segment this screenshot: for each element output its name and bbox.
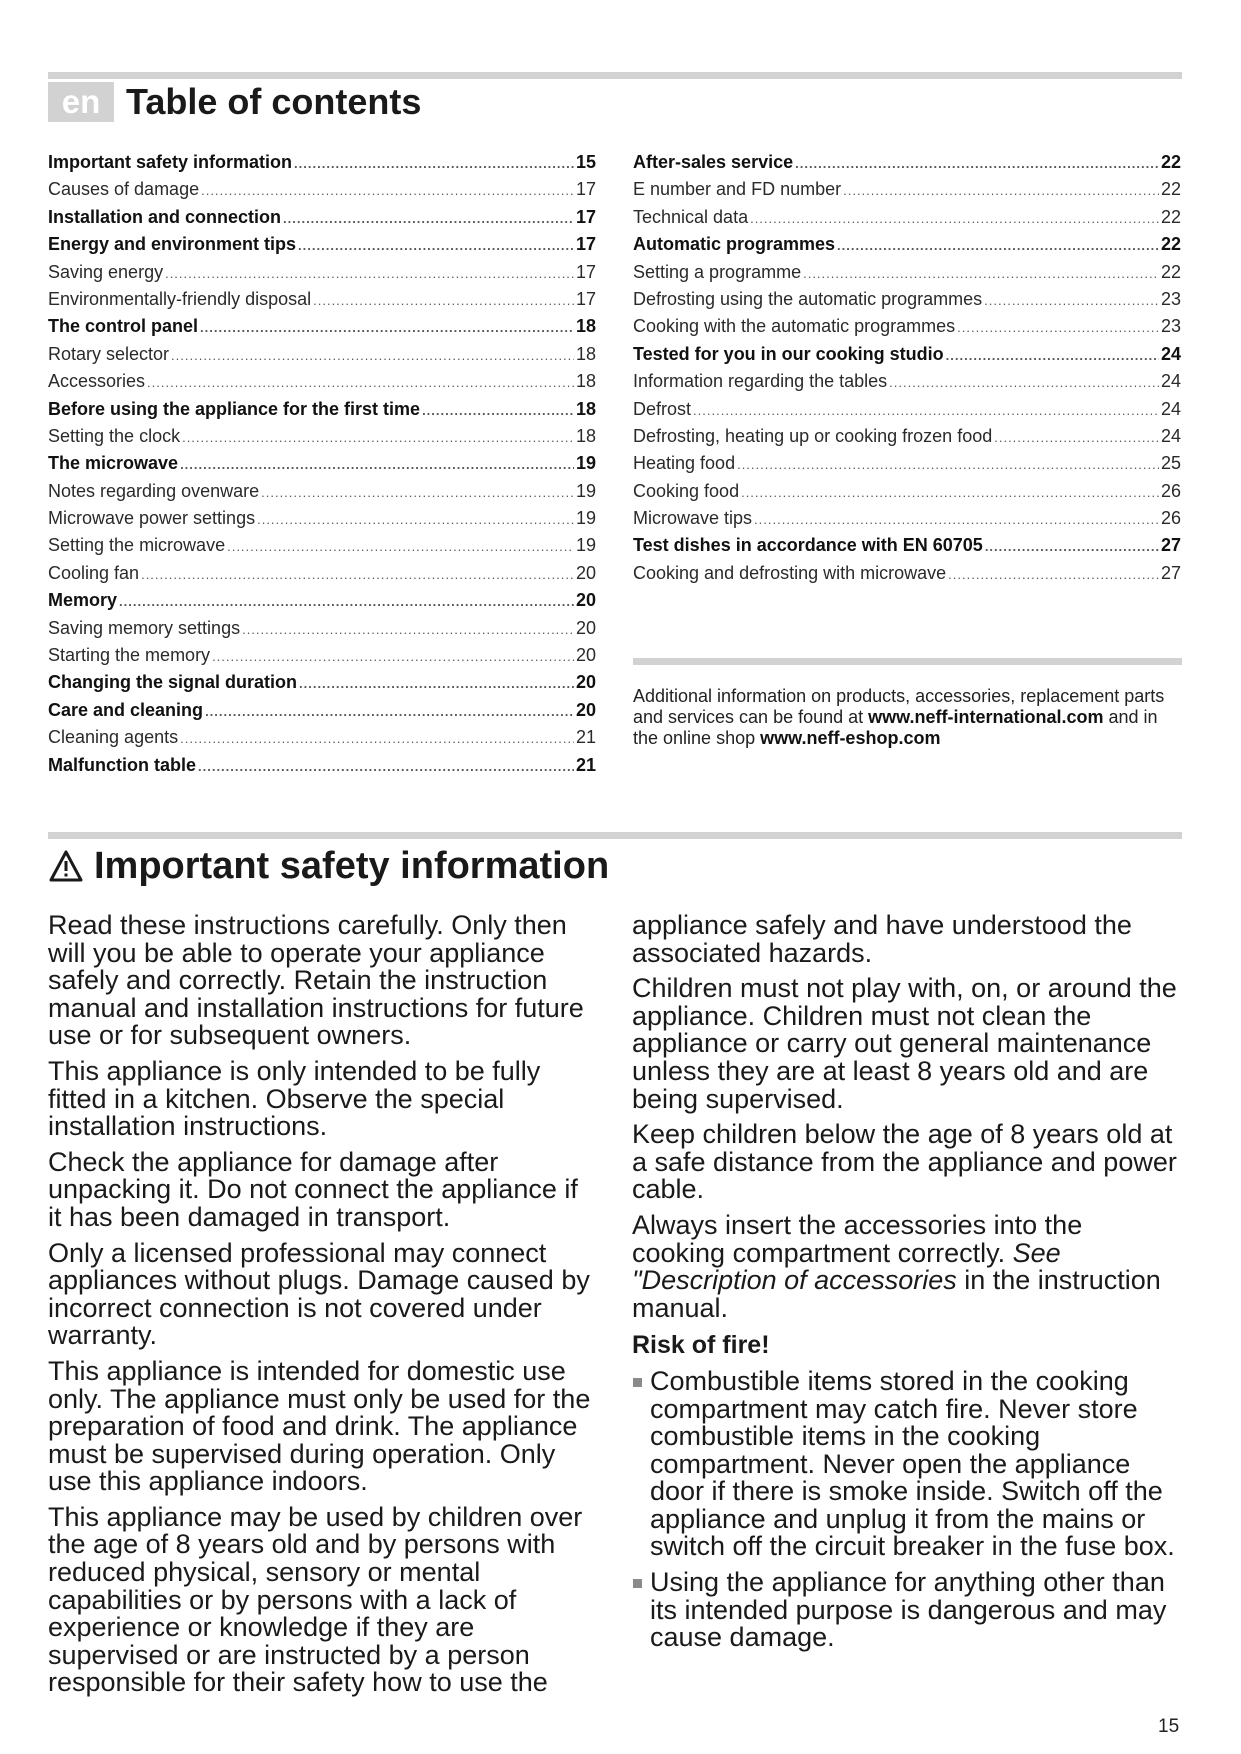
toc-entry[interactable]: Environmentally-friendly disposal ..... 17 xyxy=(48,289,596,316)
page-number: 15 xyxy=(1158,1716,1180,1737)
toc-entry[interactable]: Tested for you in our cooking studio ..... 24 xyxy=(633,344,1181,371)
toc-entry[interactable]: Cooking and defrosting with microwave ..... 27 xyxy=(633,563,1181,590)
toc-entry[interactable]: E number and FD number ..... 22 xyxy=(633,179,1181,206)
safety-title: Important safety information xyxy=(94,845,610,887)
toc-entry[interactable]: Setting the clock ..... 18 xyxy=(48,426,596,453)
safety-paragraph: Check the appliance for damage after unpacking it. Do not connect the appliance if it has been damaged in transport. xyxy=(48,1146,578,1232)
safety-paragraph: This appliance is intended for domestic use only. The appliance must only be used for the preparation of food and drink. The appliance must be supervised during operation. Only use this appliance indoors. xyxy=(48,1355,591,1497)
risk-of-fire-heading: Risk of fire! xyxy=(632,1331,770,1360)
toc-entry[interactable]: Technical data ..... 22 xyxy=(633,207,1181,234)
toc-entry[interactable]: Defrosting using the automatic programmes ..... 23 xyxy=(633,289,1181,316)
accessories-paragraph xyxy=(632,1209,1180,1323)
additional-information xyxy=(633,686,1173,749)
right-column-rule xyxy=(633,658,1182,665)
safety-paragraph: This appliance is only intended to be fully fitted in a kitchen. Observe the special installation instructions. xyxy=(48,1055,541,1142)
safety-right-column xyxy=(632,912,1180,1660)
toc-entry[interactable]: Changing the signal duration ..... 20 xyxy=(48,672,596,699)
safety-paragraph: Read these instructions carefully. Only then will you be able to operate your appliance safely and correctly. Retain the instruction manual and installation instructions for future use or for subsequent owners. xyxy=(48,910,584,1051)
accessories-reference: See "Description of accessories xyxy=(632,1237,1061,1296)
toc-entry[interactable]: Rotary selector ..... 18 xyxy=(48,344,596,371)
accessories-text-end: in the instruction manual. xyxy=(632,1265,1161,1323)
toc-entry[interactable]: After-sales service ..... 22 xyxy=(633,152,1181,179)
toc-entry[interactable]: Saving memory settings ..... 20 xyxy=(48,618,596,645)
bullet-item xyxy=(632,1365,1180,1562)
toc-entry[interactable]: Notes regarding ovenware ..... 19 xyxy=(48,481,596,508)
bullet-square-icon xyxy=(632,1569,650,1652)
additional-text-1: Additional information on products, accessories, replacement parts and services can be found at xyxy=(633,686,1165,727)
accessories-text: Always insert the accessories into the cooking compartment correctly. xyxy=(632,1209,1083,1268)
toc-entry[interactable]: Memory ..... 20 xyxy=(48,590,596,617)
toc-entry[interactable]: Saving energy ..... 17 xyxy=(48,262,596,289)
toc-entry[interactable]: Energy and environment tips ..... 17 xyxy=(48,234,596,261)
additional-text-2: and in the online shop xyxy=(633,707,1158,748)
toc-entry[interactable]: Information regarding the tables ..... 24 xyxy=(633,371,1181,398)
section-rule xyxy=(48,832,1182,839)
warning-triangle-icon xyxy=(48,849,84,883)
toc-entry[interactable]: Cooling fan ..... 20 xyxy=(48,563,596,590)
bullet-text: Combustible items stored in the cooking compartment may catch fire. Never store combustible items in the cooking compartment. Never open the appliance door if there is smoke inside. Switch off the appliance and unplug it from the mains or switch off the circuit breaker in the fuse box. xyxy=(650,1365,1175,1562)
toc-title: Table of contents xyxy=(126,81,422,122)
bullet-square-icon xyxy=(632,1368,650,1561)
language-badge: en xyxy=(48,82,114,122)
toc-entry[interactable]: Microwave tips ..... 26 xyxy=(633,508,1181,535)
toc-entry[interactable]: The microwave ..... 19 xyxy=(48,453,596,480)
safety-paragraph: This appliance may be used by children over the age of 8 years old and by persons with reduced physical, sensory or mental capabilities or by persons with a lack of experience or knowledge if they are supervised or are instructed by a person responsible for their safety how to use the xyxy=(48,1501,583,1698)
toc-left-column xyxy=(48,152,596,782)
safety-paragraph: Only a licensed professional may connect appliances without plugs. Damage caused by incorrect connection is not covered under warranty. xyxy=(48,1237,590,1351)
bullet-text: Using the appliance for anything other than its intended purpose is dangerous and may cause damage. xyxy=(650,1567,1167,1653)
toc-entry[interactable]: Test dishes in accordance with EN 60705 ..... 27 xyxy=(633,535,1181,562)
toc-entry[interactable]: Cooking food ..... 26 xyxy=(633,481,1181,508)
toc-entry[interactable]: Cooking with the automatic programmes ..... 23 xyxy=(633,316,1181,343)
safety-paragraph: appliance safely and have understood the associated hazards. xyxy=(632,910,1132,968)
toc-entry[interactable]: The control panel ..... 18 xyxy=(48,316,596,343)
toc-entry[interactable]: Care and cleaning ..... 20 xyxy=(48,700,596,727)
toc-entry[interactable]: Defrosting, heating up or cooking frozen food ..... 24 xyxy=(633,426,1181,453)
toc-entry[interactable]: Important safety information ..... 15 xyxy=(48,152,596,179)
bullet-item xyxy=(632,1569,1180,1652)
toc-entry[interactable]: Before using the appliance for the first time ..... 18 xyxy=(48,399,596,426)
eshop-link[interactable]: www.neff-eshop.com xyxy=(760,728,941,748)
toc-entry[interactable]: Installation and connection ..... 17 xyxy=(48,207,596,234)
toc-entry[interactable]: Automatic programmes ..... 22 xyxy=(633,234,1181,261)
toc-entry[interactable]: Microwave power settings ..... 19 xyxy=(48,508,596,535)
toc-entry[interactable]: Setting the microwave ..... 19 xyxy=(48,535,596,562)
toc-entry[interactable]: Malfunction table ..... 21 xyxy=(48,755,596,782)
toc-header xyxy=(48,82,421,122)
toc-right-column xyxy=(633,152,1181,590)
international-link[interactable]: www.neff-international.com xyxy=(868,707,1104,727)
toc-entry[interactable]: Cleaning agents ..... 21 xyxy=(48,727,596,754)
toc-entry[interactable]: Accessories ..... 18 xyxy=(48,371,596,398)
toc-entry[interactable]: Defrost ..... 24 xyxy=(633,399,1181,426)
toc-entry[interactable]: Setting a programme ..... 22 xyxy=(633,262,1181,289)
safety-heading xyxy=(48,840,609,892)
toc-entry[interactable]: Heating food ..... 25 xyxy=(633,453,1181,480)
toc-entry[interactable]: Starting the memory ..... 20 xyxy=(48,645,596,672)
safety-paragraph: Keep children below the age of 8 years old at a safe distance from the appliance and power cable. xyxy=(632,1119,1177,1205)
toc-entry[interactable]: Causes of damage ..... 17 xyxy=(48,179,596,206)
safety-left-column xyxy=(48,912,596,1705)
safety-paragraph: Children must not play with, on, or around the appliance. Children must not clean the appliance or carry out general maintenance unless they are at least 8 years old and are being supervised. xyxy=(632,973,1177,1114)
top-rule xyxy=(48,72,1182,79)
